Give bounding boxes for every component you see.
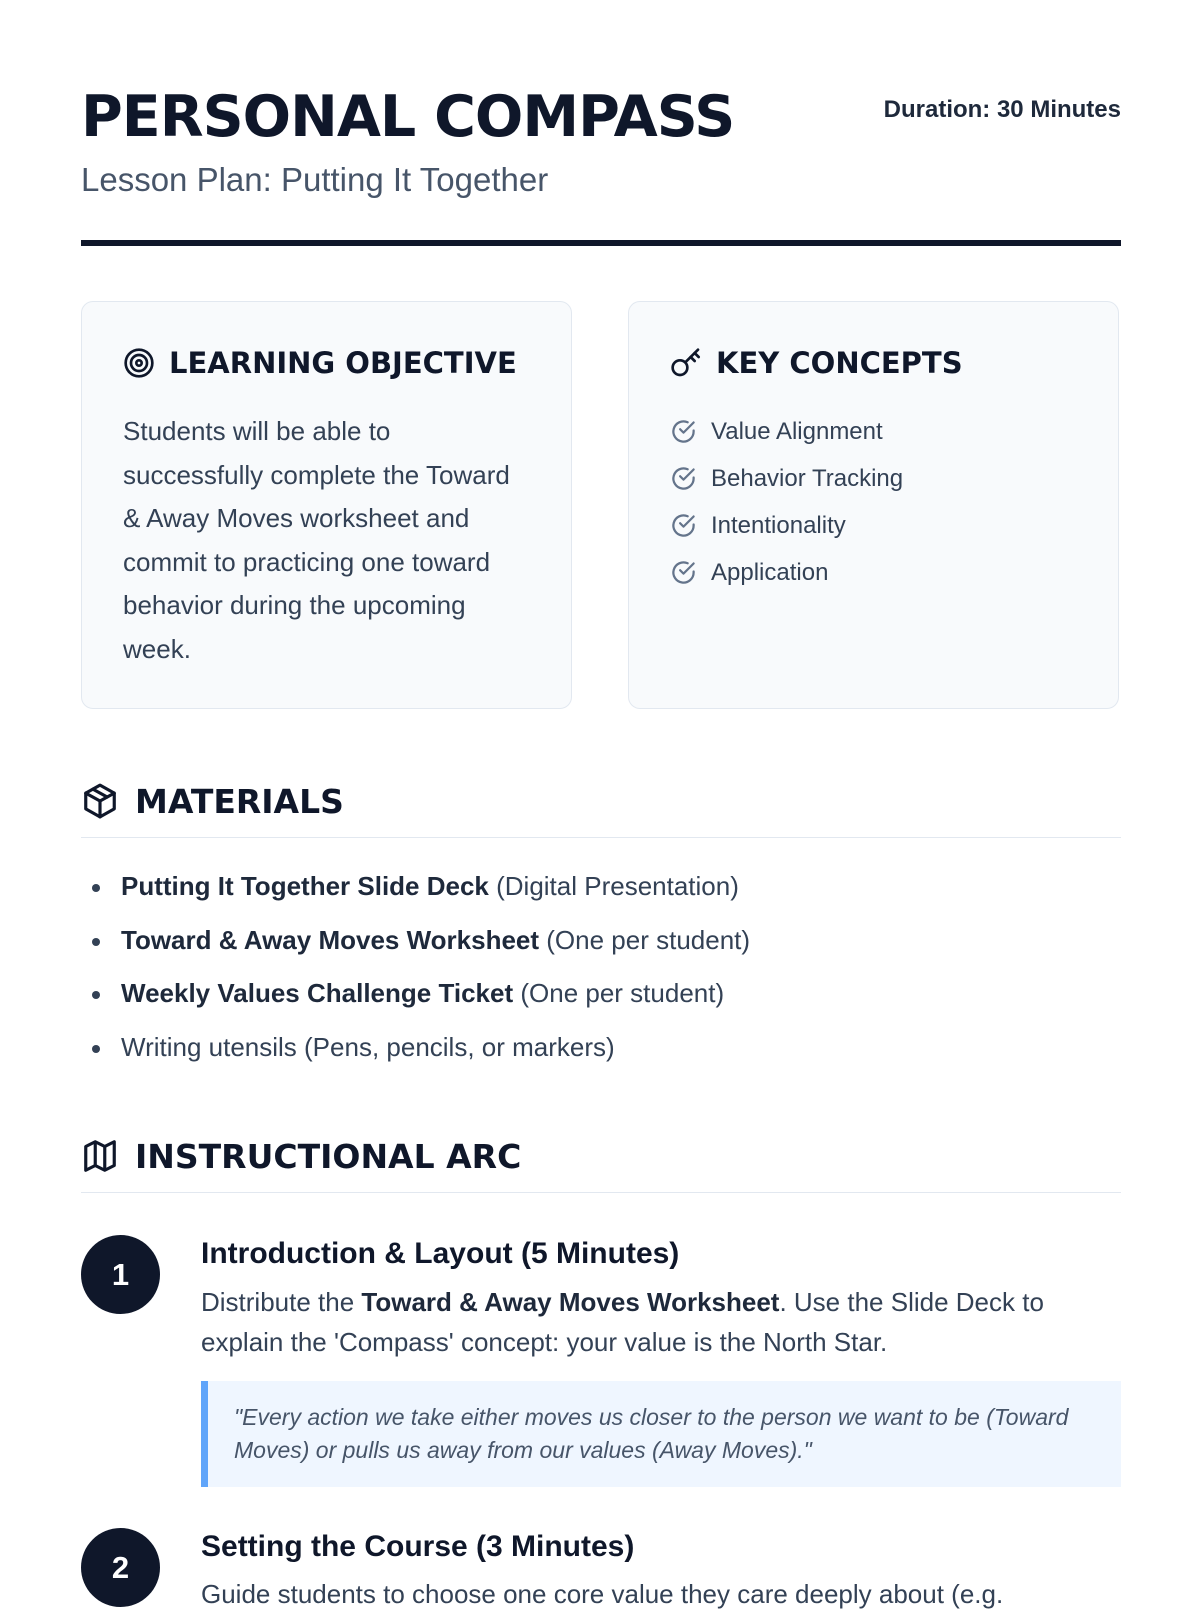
concept-item	[670, 502, 903, 549]
step-quote: "Every action we take either moves us closer to the person we want to be (Toward Moves) or pulls us away from our values (Away Moves)."	[201, 1381, 1121, 1487]
concept-label: Behavior Tracking	[711, 464, 904, 492]
material-name: Putting It Together Slide Deck	[121, 871, 489, 901]
key-concepts-header	[670, 346, 963, 380]
check-circle-icon	[670, 465, 697, 492]
materials-divider	[81, 837, 1121, 838]
concept-item	[670, 549, 903, 596]
instructional-arc-divider	[81, 1192, 1121, 1193]
page-title: PERSONAL COMPASS	[81, 84, 735, 150]
material-name: Toward & Away Moves Worksheet	[121, 924, 540, 955]
learning-objective-card	[81, 301, 572, 709]
key-icon	[670, 347, 702, 379]
material-item	[81, 1021, 750, 1075]
key-concepts-list	[670, 408, 903, 596]
step-text: . Use the Slide Deck to explain the 'Compass' concept: your value is the North Star.	[201, 1287, 1044, 1357]
step-description: Guide students to choose one core value they care deeply about (e.g.	[201, 1579, 1004, 1609]
materials-title: MATERIALS	[135, 781, 344, 821]
instructional-arc-section	[81, 1131, 1121, 1193]
instructional-arc-title: INSTRUCTIONAL ARC	[135, 1136, 522, 1176]
target-icon	[123, 347, 155, 379]
header	[81, 78, 1121, 248]
materials-header	[81, 776, 1121, 826]
concept-label: Value Alignment	[711, 417, 883, 445]
check-circle-icon	[670, 512, 697, 539]
concept-label: Intentionality	[711, 511, 846, 539]
key-concepts-card	[628, 301, 1119, 709]
map-icon	[81, 1137, 119, 1175]
header-divider	[81, 240, 1121, 246]
material-name: Weekly Values Challenge Ticket	[121, 978, 514, 1008]
step-title: Setting the Course (3 Minutes)	[201, 1530, 635, 1563]
material-item	[81, 914, 750, 968]
material-item	[81, 967, 750, 1021]
duration-label: Duration: 30 Minutes	[883, 96, 1121, 123]
step-title: Introduction & Layout (5 Minutes)	[201, 1237, 680, 1270]
step-number-badge: 2	[81, 1528, 160, 1607]
step-text: Distribute the	[201, 1287, 362, 1317]
step-number-badge: 1	[81, 1235, 160, 1314]
materials-list	[81, 860, 750, 1074]
check-circle-icon	[670, 559, 697, 586]
instructional-arc-header	[81, 1131, 1121, 1181]
material-note: (One per student)	[513, 978, 725, 1008]
check-circle-icon	[670, 418, 697, 445]
key-concepts-title: KEY CONCEPTS	[716, 346, 963, 380]
material-note: Writing utensils (Pens, pencils, or markers)	[121, 1031, 615, 1062]
learning-objective-title: LEARNING OBJECTIVE	[169, 346, 517, 380]
concept-item	[670, 455, 903, 502]
concept-label: Application	[711, 558, 829, 586]
step-description	[201, 1282, 1121, 1362]
box-icon	[81, 782, 119, 820]
material-item	[81, 860, 750, 914]
material-note: (Digital Presentation)	[488, 871, 739, 901]
concept-item	[670, 408, 903, 455]
learning-objective-header	[123, 346, 517, 380]
material-note: (One per student)	[539, 924, 751, 955]
page-subtitle: Lesson Plan: Putting It Together	[81, 161, 549, 198]
learning-objective-text: Students will be able to successfully complete the Toward & Away Moves worksheet and commit to practicing one toward behavior during the upcoming week.	[123, 416, 510, 664]
materials-section	[81, 776, 1121, 838]
step-text-bold: Toward & Away Moves Worksheet	[361, 1287, 780, 1317]
